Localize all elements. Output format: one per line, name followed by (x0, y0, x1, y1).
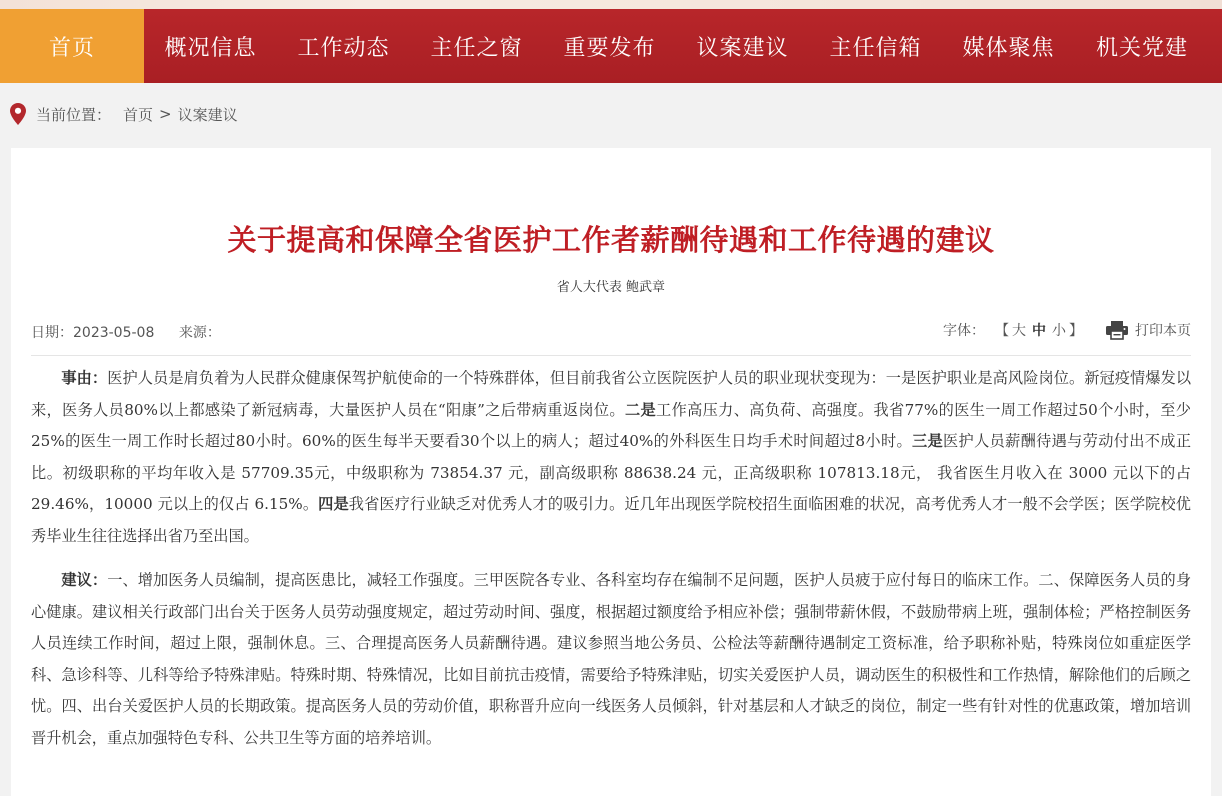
suggestion-lead: 建议： (61, 571, 108, 589)
nav-item-overview[interactable]: 概况信息 (164, 35, 257, 61)
reason-point-4: 四是 (318, 495, 349, 513)
reason-text-a: 医护人员是肩负着为人民群众健康保驾护航使命的一个特殊群体，但目前我省公立医院医护人员的职业现状变现为： (107, 369, 886, 387)
nav-item-director-window[interactable]: 主任之窗 (430, 35, 523, 61)
reason-text-e: 医护人员薪酬待遇与劳动付出不成正比。初级职称的平均年收入是 57709.35元，中级职称为 73854.37 元，副高级职称 88638.24 元，正高级职称 107813.18元， 我省医生月收入在 3000 元以下的占 29.46%，10000 元以上的仅占 6.15%。 (31, 432, 1192, 513)
reason-text-c: 医护职业是高风险岗位。新冠疫情爆发以来，医务人员80%以上都感染了新冠病毒，大量医护人员在“阳康”之后带病重返岗位。 (31, 369, 1192, 419)
reason-point-2: 二是 (624, 400, 657, 419)
article-panel (11, 148, 1211, 796)
nav-item-proposals[interactable]: 议案建议 (696, 35, 789, 61)
paragraph-reason (31, 363, 1191, 552)
printer-icon (1105, 320, 1129, 340)
nav-item-party-building[interactable]: 机关党建 (1095, 35, 1188, 61)
font-bracket-open: 【 (995, 323, 1009, 339)
font-size-label: 字体： (943, 323, 985, 339)
paragraph-suggestion (31, 565, 1191, 754)
breadcrumb (10, 101, 238, 127)
font-medium-button[interactable]: 中 (1032, 323, 1046, 339)
breadcrumb-current-link[interactable]: 议案建议 (177, 105, 238, 124)
suggestion-text: 一、增加医务人员编制，提高医患比，减轻工作强度。三甲医院各专业、各科室均存在编制不足问题，医护人员疲于应付每日的临床工作。二、保障医务人员的身心健康。建议相关行政部门出台关于医务人员劳动强度规定，超过劳动时间、强度，根据超过额度给予相应补偿；强制带薪休假，不鼓励带病上班，强制体检；严格控制医务人员连续工作时间，超过上限，强制休息。三、合理提高医务人员薪酬待遇。建议参照当地公务员、公检法等薪酬待遇制定工资标准，给予职称补贴，特殊岗位如重症医学科、急诊科等、儿科等给予特殊津贴。特殊时期、特殊情况，比如目前抗击疫情，需要给予特殊津贴，切实关爱医护人员，调动医生的积极性和工作热情，解除他们的后顾之忧。四、出台关爱医护人员的长期政策。提高医务人员的劳动价值，职称晋升应向一线医务人员倾斜，针对基层和人才缺乏的岗位，制定一些有针对性的优惠政策，增加培训晋升机会，重点加强特色专科、公共卫生等方面的培养培训。 (31, 571, 1192, 747)
article-date: 日期：2023-05-08 (31, 325, 155, 341)
breadcrumb-home-link[interactable]: 首页 (123, 105, 154, 124)
nav-item-work-news[interactable]: 工作动态 (297, 35, 390, 61)
font-large-button[interactable]: 大 (1012, 323, 1026, 339)
reason-text-d: 工作高压力、高负荷、高强度。我省77%的医生一周工作超过50个小时，至少25%的医生一周工作时长超过80小时。60%的医生每半天要看30个以上的病人；超过40%的外科医生日均手术时间超过8小时。 (31, 400, 1191, 450)
reason-lead: 事由： (61, 369, 108, 387)
article-meta (31, 322, 241, 342)
reason-text-f: 我省医疗行业缺乏对优秀人才的吸引力。近几年出现医学院校招生面临困难的状况，高考优秀人才一般不会学医；医学院校优秀毕业生往往选择出省乃至出国。 (31, 495, 1191, 545)
article-title: 关于提高和保障全省医护工作者薪酬待遇和工作待遇的建议 (227, 223, 995, 257)
font-bracket-close: 】 (1069, 323, 1083, 339)
breadcrumb-separator: > (159, 105, 172, 123)
article-content (31, 363, 1191, 767)
print-button[interactable] (1105, 320, 1191, 340)
article-tools (943, 320, 1191, 340)
reason-point-1: 一是 (885, 369, 917, 387)
article-source: 来源： (178, 325, 221, 341)
location-pin-icon (10, 103, 26, 125)
nav-item-media[interactable]: 媒体聚焦 (962, 35, 1055, 61)
meta-divider (31, 355, 1191, 356)
main-nav (0, 9, 1222, 83)
font-small-button[interactable]: 小 (1052, 323, 1066, 339)
font-size-switcher (995, 320, 1083, 340)
top-decor-band (0, 0, 1222, 9)
article-author: 省人大代表 鲍武章 (556, 280, 666, 295)
nav-item-home[interactable]: 首页 (0, 9, 144, 83)
breadcrumb-label: 当前位置： (36, 105, 112, 124)
print-label: 打印本页 (1135, 323, 1191, 339)
nav-item-director-mailbox[interactable]: 主任信箱 (829, 35, 922, 61)
reason-point-3: 三是 (911, 432, 944, 450)
nav-item-announcements[interactable]: 重要发布 (563, 35, 656, 61)
